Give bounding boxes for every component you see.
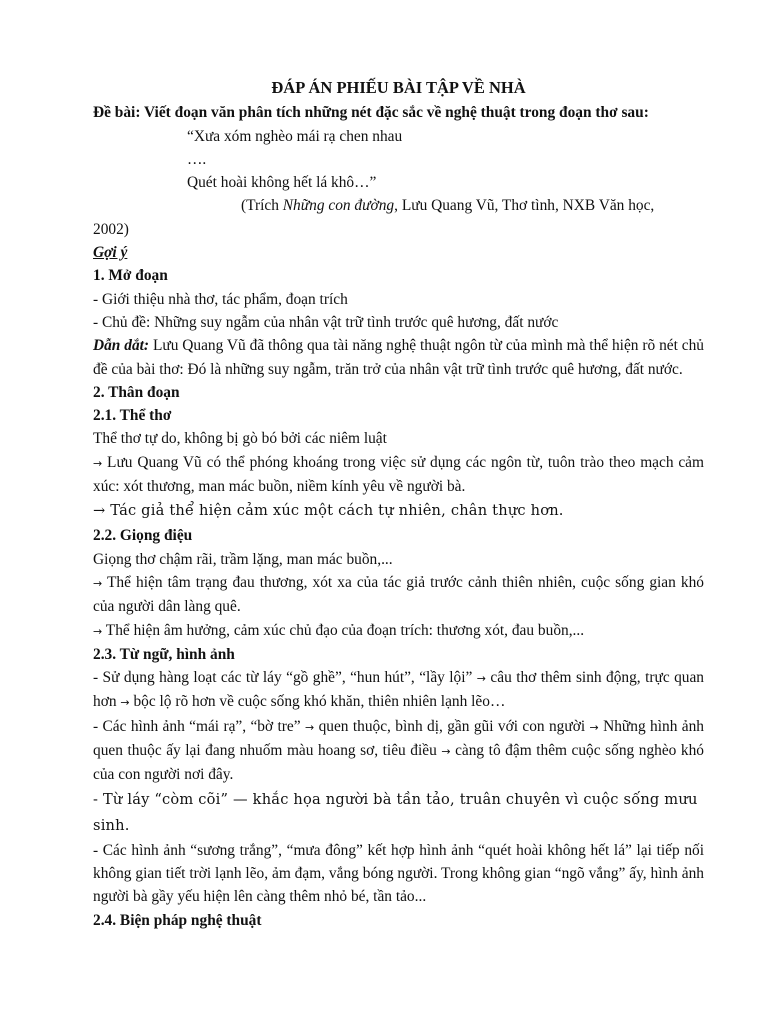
section-2-2-para-3 bbox=[93, 619, 704, 643]
section-1-bullet-2: - Chủ đề: Những suy ngẫm của nhân vật trữ tình trước quê hương, đất nước bbox=[93, 313, 559, 331]
verse-line-3: Quét hoài không hết lá khô…” bbox=[187, 174, 377, 192]
section-2-1-para-1: Thể thơ tự do, không bị gò bó bởi các niêm luật bbox=[93, 430, 387, 448]
section-2-3-para-1-c: bộc lộ rõ hơn về cuộc sống khó khăn, thiên nhiên lạnh lẽo… bbox=[129, 693, 506, 711]
section-2-1-para-2-text: Lưu Quang Vũ có thể phóng khoáng trong việc sử dụng các ngôn từ, tuôn trào theo mạch cảm xúc: xót thương, man mác buồn, niềm kính yêu về người bà. bbox=[93, 453, 704, 496]
citation-source: , Lưu Quang Vũ, Thơ tình, NXB Văn học, bbox=[394, 197, 655, 215]
section-2-3-para-2-a: - Các hình ảnh “mái rạ”, “bờ tre” bbox=[93, 717, 305, 735]
citation-year: 2002) bbox=[93, 220, 129, 238]
section-2-4-heading: 2.4. Biện pháp nghệ thuật bbox=[93, 911, 262, 929]
arrow-icon: → bbox=[93, 624, 103, 638]
section-2-3-para-3: - Từ láy “còm cõi” — khắc họa người bà tần tảo, truân chuyên vì cuộc sống mưu sinh. bbox=[93, 790, 698, 834]
verse-line-1: “Xưa xóm nghèo mái rạ chen nhau bbox=[187, 127, 403, 145]
section-2-3-heading: 2.3. Từ ngữ, hình ảnh bbox=[93, 645, 235, 663]
citation bbox=[93, 194, 704, 217]
arrow-icon: → bbox=[93, 576, 103, 590]
section-2-2-para-3-text: Thể hiện âm hưởng, cảm xúc chủ đạo của đoạn trích: thương xót, đau buồn,... bbox=[102, 621, 585, 639]
section-2-2-para-2 bbox=[93, 571, 704, 619]
section-1-bullet-1: - Giới thiệu nhà thơ, tác phẩm, đoạn trích bbox=[93, 290, 348, 308]
section-2-2-heading: 2.2. Giọng điệu bbox=[93, 527, 193, 545]
citation-prefix: (Trích bbox=[241, 197, 283, 215]
section-2-3-para-1 bbox=[93, 666, 704, 715]
document-title: ĐÁP ÁN PHIẾU BÀI TẬP VỀ NHÀ bbox=[271, 78, 526, 97]
section-2-3-para-2-c: Những hình ảnh quen thuộc ấy lại đang nhuốm màu hoang sơ, tiêu điều bbox=[93, 717, 705, 760]
section-2-2-para-2-text: Thể hiện tâm trạng đau thương, xót xa của tác giả trước cảnh thiên nhiên, cuộc sống gian khó của người dân làng quê. bbox=[93, 573, 704, 616]
lead-label: Dẫn dắt: bbox=[93, 337, 150, 355]
hint-label: Gợi ý bbox=[93, 244, 128, 262]
lead-text: Lưu Quang Vũ đã thông qua tài năng nghệ thuật ngôn từ của mình mà thể hiện rõ nét chủ đề của bài thơ: Đó là những suy ngẫm, trăn trở của nhân vật trữ tình trước quê hương, đất nước. bbox=[93, 337, 705, 378]
section-1-heading: 1. Mở đoạn bbox=[93, 267, 168, 285]
lead-paragraph bbox=[93, 334, 704, 381]
arrow-icon: → bbox=[476, 672, 486, 686]
section-2-1-para-3: → Tác giả thể hiện cảm xúc một cách tự nhiên, chân thực hơn. bbox=[93, 502, 564, 520]
arrow-icon: → bbox=[120, 696, 130, 710]
arrow-icon: → bbox=[589, 720, 599, 734]
verse-line-2: …. bbox=[187, 150, 207, 168]
section-2-3-para-2-b: quen thuộc, bình dị, gần gũi với con người bbox=[314, 717, 590, 735]
citation-work-title: Những con đường bbox=[282, 197, 395, 215]
section-2-3-para-1-b: câu thơ thêm sinh động, trực quan hơn bbox=[93, 669, 704, 711]
arrow-icon: → bbox=[441, 745, 451, 759]
section-2-3-para-4: - Các hình ảnh “sương trắng”, “mưa đông” kết hợp hình ảnh “quét hoài không hết lá” lại tiếp nối không gian tiết trời lạnh lẽo, ảm đạm, vắng bóng người. Trong không gian “ngõ vắng” ấy, hình ảnh người bà gầy yếu hiện lên càng thêm nhỏ bé, tần tảo... bbox=[93, 841, 704, 906]
section-2-3-para-1-a: - Sử dụng hàng loạt các từ láy “gồ ghề”, “hun hút”, “lầy lội” bbox=[93, 669, 477, 687]
section-2-3-para-2 bbox=[93, 715, 704, 787]
task-statement: Đề bài: Viết đoạn văn phân tích những nét đặc sắc về nghệ thuật trong đoạn thơ sau: bbox=[93, 104, 649, 122]
section-2-heading: 2. Thân đoạn bbox=[93, 383, 180, 401]
section-2-1-heading: 2.1. Thể thơ bbox=[93, 407, 172, 425]
section-2-3-para-2-d: càng tô đậm thêm cuộc sống nghèo khó của con người nơi đây. bbox=[93, 742, 704, 784]
section-2-2-para-1: Giọng thơ chậm rãi, trầm lặng, man mác buồn,... bbox=[93, 550, 393, 568]
section-2-1-para-2 bbox=[93, 451, 704, 499]
arrow-icon: → bbox=[304, 720, 315, 734]
arrow-icon: → bbox=[93, 456, 103, 470]
